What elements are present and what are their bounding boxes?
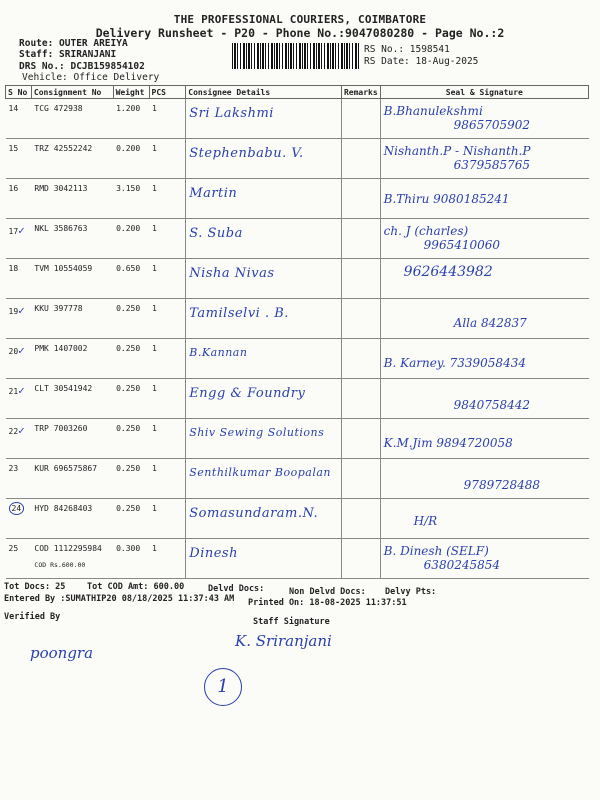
row-sno — [6, 379, 32, 419]
signature-line-1: B.Bhanulekshmi — [383, 104, 483, 118]
row-remarks — [341, 459, 380, 499]
row-consignment — [31, 539, 113, 579]
row-weight: 0.200 — [113, 139, 149, 179]
consignee-name: Tamilselvi . B. — [189, 306, 289, 321]
row-consignment: HYD 84268403 — [31, 499, 113, 539]
table-row — [6, 499, 589, 539]
table-row — [6, 259, 589, 299]
sno-value: 25 — [8, 544, 19, 553]
row-sno — [6, 139, 32, 179]
rs-date: RS Date: 18-Aug-2025 — [364, 56, 479, 67]
row-remarks — [341, 539, 380, 579]
col-weight: Weight — [113, 86, 149, 99]
consignee-name: Dinesh — [189, 546, 238, 561]
cod-amount-note: COD Rs.600.00 — [34, 561, 86, 569]
total-docs: Tot Docs: 25 — [4, 582, 66, 592]
verified-by-label: Verified By — [4, 612, 61, 622]
check-mark-icon: ✓ — [18, 344, 25, 357]
verifier-signature: poongra — [30, 644, 94, 662]
consignee-name: Stephenbabu. V. — [189, 146, 304, 161]
row-sno — [6, 259, 32, 299]
row-pcs: 1 — [149, 259, 186, 299]
row-consignment: TVM 10554059 — [31, 259, 113, 299]
sno-value: 15 — [8, 144, 19, 153]
row-signature — [380, 419, 588, 459]
col-sno: S No — [6, 86, 32, 99]
row-consignment: PMK 1407002 — [31, 339, 113, 379]
row-sno — [6, 499, 32, 539]
row-consignment: TRZ 42552242 — [31, 139, 113, 179]
signature-line-1: Nishanth.P - Nishanth.P — [383, 144, 531, 158]
consignee-name: Somasundaram.N. — [189, 506, 319, 521]
col-remarks: Remarks — [341, 86, 380, 99]
row-sno — [6, 459, 32, 499]
row-remarks — [341, 179, 380, 219]
row-sno — [6, 419, 32, 459]
row-signature — [380, 259, 588, 299]
signature-line-2: 9865705902 — [453, 118, 531, 132]
table-row — [6, 219, 589, 259]
route-label: Route: OUTER AREIYA — [19, 38, 128, 49]
row-consignment: RMD 3042113 — [31, 179, 113, 219]
sno-value: 24 — [9, 502, 25, 515]
row-consignee — [186, 299, 342, 339]
row-pcs: 1 — [149, 459, 186, 499]
rs-number: RS No.: 1598541 — [364, 44, 450, 55]
row-remarks — [341, 219, 380, 259]
signature-line-2: 9965410060 — [423, 238, 501, 252]
row-consignee — [186, 499, 342, 539]
sno-value: 23 — [8, 464, 19, 473]
consignee-name: Nisha Nivas — [189, 266, 275, 281]
row-consignee — [186, 419, 342, 459]
staff-handwritten-signature: K. Sriranjani — [235, 632, 332, 650]
table-row — [6, 139, 589, 179]
row-weight: 0.250 — [113, 419, 149, 459]
row-weight: 0.250 — [113, 459, 149, 499]
row-sno — [6, 339, 32, 379]
table-row — [6, 179, 589, 219]
sno-value: 16 — [8, 184, 19, 193]
consignment-value: COD 1112295984 — [34, 544, 102, 553]
row-consignee — [186, 379, 342, 419]
row-pcs: 1 — [149, 539, 186, 579]
signature-line-2: 6379585765 — [453, 158, 531, 172]
table-row — [6, 539, 589, 579]
consignee-name: Engg & Foundry — [189, 386, 306, 401]
row-pcs: 1 — [149, 339, 186, 379]
non-delivered-docs: Non Delvd Docs: — [289, 587, 366, 597]
row-consignee — [186, 179, 342, 219]
consignee-name: Senthilkumar Boopalan — [189, 466, 332, 479]
row-sno — [6, 219, 32, 259]
row-consignee — [186, 139, 342, 179]
row-weight: 0.300 — [113, 539, 149, 579]
signature-line-1: ch. J (charles) — [383, 224, 469, 238]
row-pcs: 1 — [149, 99, 186, 139]
consignee-name: Shiv Sewing Solutions — [189, 426, 325, 439]
row-consignment: NKL 3586763 — [31, 219, 113, 259]
consignee-name: B.Kannan — [189, 346, 248, 359]
row-remarks — [341, 379, 380, 419]
delivery-points: Delvy Pts: — [385, 587, 437, 597]
row-consignee — [186, 259, 342, 299]
row-consignee — [186, 219, 342, 259]
row-pcs: 1 — [149, 419, 186, 459]
sno-value: 14 — [8, 104, 19, 113]
row-signature — [380, 219, 588, 259]
drs-label: DRS No.: DCJB159854102 — [19, 61, 145, 72]
row-pcs: 1 — [149, 179, 186, 219]
row-consignment: KUR 696575867 — [31, 459, 113, 499]
row-signature — [380, 179, 588, 219]
signature-line-1: H/R — [413, 514, 438, 528]
company-title: THE PROFESSIONAL COURIERS, COIMBATORE — [173, 13, 427, 26]
delivered-docs: Delvd Docs: — [208, 584, 265, 594]
row-sno — [6, 99, 32, 139]
row-consignee — [186, 339, 342, 379]
row-consignee — [186, 539, 342, 579]
table-row — [6, 339, 589, 379]
row-pcs: 1 — [149, 499, 186, 539]
row-pcs: 1 — [149, 139, 186, 179]
check-mark-icon: ✓ — [18, 304, 25, 317]
col-signature: Seal & Signature — [380, 86, 588, 99]
row-pcs: 1 — [149, 219, 186, 259]
col-consignment: Consignment No — [31, 86, 113, 99]
circled-number-mark: 1 — [204, 668, 242, 706]
barcode-image — [232, 43, 360, 69]
row-remarks — [341, 419, 380, 459]
row-signature — [380, 539, 588, 579]
row-signature — [380, 379, 588, 419]
row-consignment: CLT 30541942 — [31, 379, 113, 419]
table-row — [6, 459, 589, 499]
row-weight: 0.200 — [113, 219, 149, 259]
signature-line-1: K.M.Jim 9894720058 — [383, 436, 513, 450]
row-signature — [380, 299, 588, 339]
signature-line-1: 9789728488 — [463, 478, 541, 492]
printed-on: Printed On: 18-08-2025 11:37:51 — [248, 598, 407, 608]
row-remarks — [341, 139, 380, 179]
col-pcs: PCS — [149, 86, 186, 99]
row-pcs: 1 — [149, 299, 186, 339]
signature-line-2: 6380245854 — [423, 558, 501, 572]
row-weight: 3.150 — [113, 179, 149, 219]
sno-value: 18 — [8, 264, 19, 273]
check-mark-icon: ✓ — [18, 224, 25, 237]
signature-line-1: B.Thiru 9080185241 — [383, 192, 510, 206]
row-signature — [380, 139, 588, 179]
row-weight: 0.250 — [113, 499, 149, 539]
staff-signature-label: Staff Signature — [253, 617, 330, 627]
row-weight: 1.200 — [113, 99, 149, 139]
sno-value: 20 — [8, 347, 19, 356]
consignee-name: S. Suba — [189, 226, 243, 241]
table-row — [6, 299, 589, 339]
row-sno — [6, 299, 32, 339]
row-remarks — [341, 299, 380, 339]
table-row — [6, 379, 589, 419]
row-sno — [6, 539, 32, 579]
check-mark-icon: ✓ — [18, 384, 25, 397]
row-consignee — [186, 459, 342, 499]
row-remarks — [341, 499, 380, 539]
vehicle-label: Vehicle: Office Delivery — [22, 72, 160, 83]
row-signature — [380, 339, 588, 379]
sno-value: 19 — [8, 307, 19, 316]
staff-label: Staff: SRIRANJANI — [19, 49, 117, 60]
row-signature — [380, 99, 588, 139]
signature-line-1: 9626443982 — [403, 264, 493, 280]
row-weight: 0.250 — [113, 339, 149, 379]
table-row — [6, 419, 589, 459]
row-consignment: TRP 7003260 — [31, 419, 113, 459]
table-row — [6, 99, 589, 139]
signature-line-1: Alla 842837 — [453, 316, 527, 330]
row-remarks — [341, 339, 380, 379]
signature-line-1: 9840758442 — [453, 398, 531, 412]
runsheet-table — [5, 85, 589, 579]
row-consignment: TCG 472938 — [31, 99, 113, 139]
table-header-row — [6, 86, 589, 99]
row-sno — [6, 179, 32, 219]
sno-value: 21 — [8, 387, 19, 396]
row-remarks — [341, 99, 380, 139]
row-pcs: 1 — [149, 379, 186, 419]
check-mark-icon: ✓ — [18, 424, 25, 437]
row-weight: 0.650 — [113, 259, 149, 299]
total-cod-amount: Tot COD Amt: 600.00 — [87, 582, 185, 592]
signature-line-1: B. Karney. 7339058434 — [383, 356, 526, 370]
row-signature — [380, 459, 588, 499]
signature-line-1: B. Dinesh (SELF) — [383, 544, 489, 558]
consignee-name: Martin — [189, 186, 238, 201]
row-weight: 0.250 — [113, 299, 149, 339]
runsheet-subtitle: Delivery Runsheet - P20 - Phone No.:9047080280 - Page No.:2 — [95, 26, 505, 40]
row-weight: 0.250 — [113, 379, 149, 419]
sno-value: 22 — [8, 427, 19, 436]
row-consignment: KKU 397778 — [31, 299, 113, 339]
consignee-name: Sri Lakshmi — [189, 106, 274, 121]
entered-by: Entered By :SUMATHIP20 08/18/2025 11:37:43 AM — [4, 594, 235, 604]
row-remarks — [341, 259, 380, 299]
row-signature — [380, 499, 588, 539]
row-consignee — [186, 99, 342, 139]
sno-value: 17 — [8, 227, 19, 236]
col-consignee: Consignee Details — [186, 86, 342, 99]
